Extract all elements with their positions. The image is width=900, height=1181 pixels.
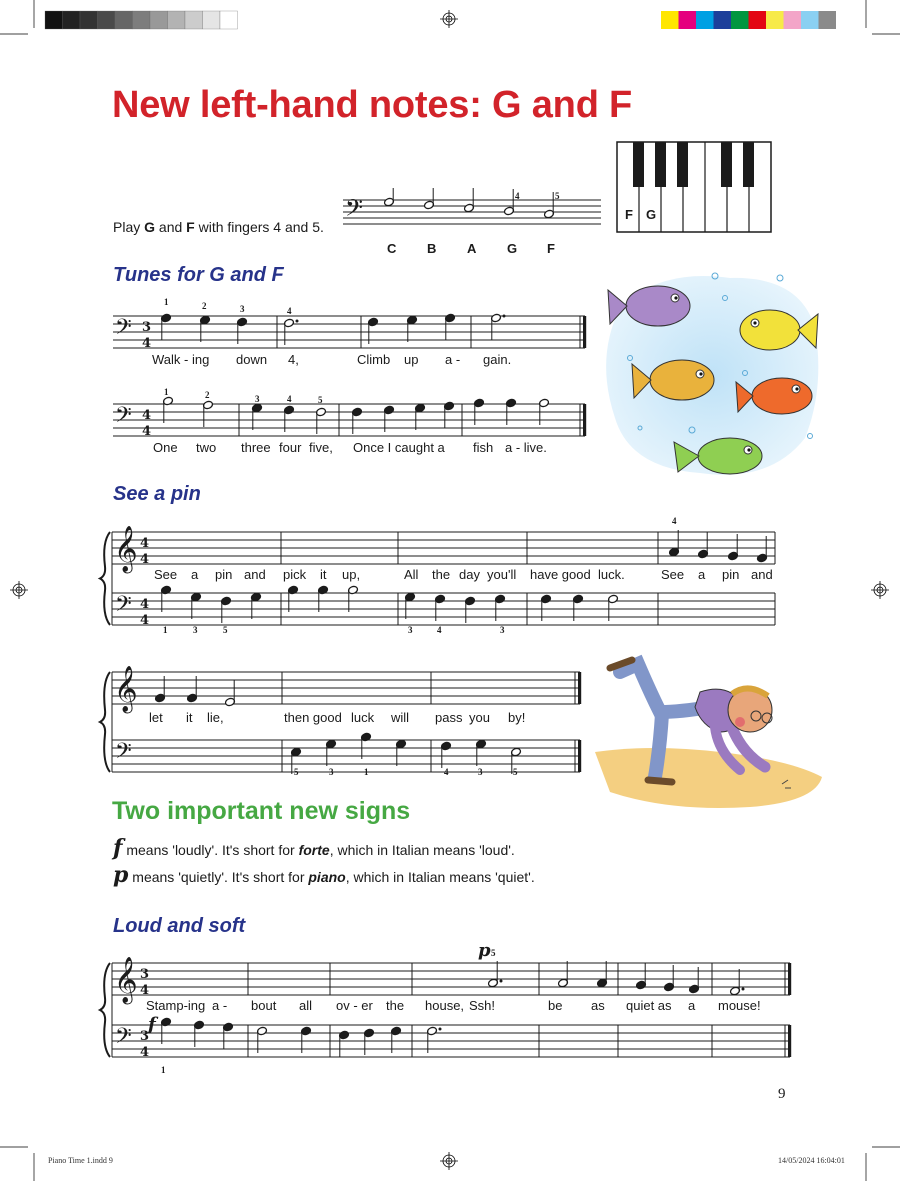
lyric: a -: [212, 998, 228, 1013]
final-bar-line: [788, 1025, 791, 1057]
tunes-line-1: [113, 297, 586, 367]
lyric: four: [279, 440, 302, 455]
lyric: up,: [342, 567, 361, 582]
note: [491, 313, 506, 340]
time-signature: 4: [140, 983, 150, 998]
lyric: two: [196, 440, 217, 455]
note: [558, 961, 569, 988]
note: [339, 1030, 350, 1057]
lyric: you: [469, 710, 490, 725]
lyric: pass: [435, 710, 463, 725]
note: [221, 596, 232, 623]
bass-clef: 𝄢: [345, 194, 364, 227]
lyric: you'll: [487, 567, 517, 582]
lyric: have good: [530, 567, 591, 582]
lyric: three: [241, 440, 271, 455]
dynamic-forte: f: [148, 1014, 156, 1035]
note: [476, 739, 487, 766]
note: [465, 596, 476, 623]
finger-number: 2: [205, 390, 210, 400]
brace: [100, 532, 110, 625]
finger-number: 4: [672, 516, 677, 526]
note: [364, 1028, 375, 1055]
lyric: One: [153, 440, 178, 455]
finger-number: 1: [164, 387, 169, 397]
lyric: luck.: [598, 567, 625, 582]
lyric: a: [191, 567, 199, 582]
lyric: Walk - ing: [152, 352, 210, 367]
final-bar-line: [578, 672, 581, 704]
finger-number: 1: [163, 625, 168, 635]
lyric: Ssh!: [469, 998, 496, 1013]
note: [203, 400, 214, 427]
finger-number: 4: [444, 767, 449, 777]
final-bar-line: [583, 404, 586, 436]
lyric: a: [698, 567, 706, 582]
pin-system-1: [100, 516, 775, 635]
finger-number: 3: [500, 625, 505, 635]
key-label-g: G: [646, 207, 657, 222]
note: [161, 1017, 172, 1044]
note: [698, 532, 709, 559]
finger-number: 3: [478, 767, 483, 777]
finger-number: 4: [287, 394, 292, 404]
note: [316, 407, 327, 434]
brace: [100, 963, 110, 1057]
lyric: mouse!: [718, 998, 761, 1013]
lyric: as: [591, 998, 605, 1013]
finger-number: 5: [513, 767, 518, 777]
page-title: New left-hand notes: G and F: [112, 84, 633, 126]
lyric: pick: [283, 567, 307, 582]
lyric: quiet as: [626, 998, 672, 1013]
bass-staff: [112, 1025, 790, 1057]
lyric: down: [236, 352, 268, 367]
note: [597, 961, 608, 988]
lyric: it: [186, 710, 193, 725]
note-name: A: [467, 241, 477, 256]
note-name: B: [427, 241, 437, 256]
finger-number: 2: [202, 301, 207, 311]
lyric: and: [751, 567, 773, 582]
lyric: will: [391, 710, 410, 725]
staff: [113, 316, 585, 348]
finger-number: 3: [193, 625, 198, 635]
piano-explanation: p means 'quietly'. It's short for piano, which in Italian means 'quiet'.: [113, 862, 535, 888]
time-signature: 4: [140, 1045, 150, 1060]
bass-clef: 𝄢: [115, 739, 132, 769]
note: [636, 963, 647, 990]
forte-symbol: f: [113, 835, 123, 861]
forte-explanation: f means 'loudly'. It's short for forte, which in Italian means 'loud'.: [113, 835, 515, 861]
lyric: and: [244, 567, 266, 582]
page-number: 9: [778, 1086, 786, 1102]
note: [664, 965, 675, 992]
footer-timestamp: 14/05/2024 16:04:01: [778, 1156, 845, 1165]
note: [445, 313, 456, 340]
note: [288, 585, 299, 612]
note: [161, 313, 172, 340]
time-signature: 4: [142, 336, 152, 351]
note: [669, 530, 680, 557]
lyric: lie,: [207, 710, 224, 725]
lyric: house,: [425, 998, 465, 1013]
treble-staff: [112, 963, 790, 995]
lyric: a - live.: [505, 440, 547, 455]
brace: [100, 672, 110, 772]
time-signature: 4: [140, 536, 150, 551]
fish-illustration: [600, 268, 825, 483]
note: [444, 401, 455, 428]
note: [251, 592, 262, 619]
final-bar-line: [788, 963, 791, 995]
finger-number: 3: [255, 394, 260, 404]
time-signature: 4: [142, 408, 152, 423]
treble-staff: [112, 672, 580, 704]
note-name: G: [507, 241, 518, 256]
bass-clef: 𝄢: [115, 403, 132, 433]
finger-number: 5: [294, 767, 299, 777]
time-signature: 4: [142, 424, 152, 439]
time-signature: 4: [140, 613, 150, 628]
loud-soft-system: [100, 940, 791, 1075]
note: [223, 1022, 234, 1049]
section-heading-loud: Loud and soft: [113, 915, 246, 937]
section-heading-pin: See a pin: [113, 483, 201, 505]
note: [252, 403, 263, 430]
lyric: the: [432, 567, 451, 582]
lyric: 4,: [288, 352, 299, 367]
lyric: gain.: [483, 352, 512, 367]
note: [407, 315, 418, 342]
lyric: five,: [309, 440, 333, 455]
lyric: fish: [473, 440, 494, 455]
lyric: a -: [445, 352, 461, 367]
lyric: let: [149, 710, 163, 725]
lyric: luck: [351, 710, 375, 725]
lyric: ov - er: [336, 998, 373, 1013]
bass-staff: [112, 740, 580, 772]
note-name: F: [547, 241, 555, 256]
lyric: bout: [251, 998, 277, 1013]
lyric: by!: [508, 710, 526, 725]
time-signature: 4: [140, 552, 150, 567]
note: [200, 315, 211, 342]
key-label-f: F: [625, 207, 633, 222]
lyric: then good: [284, 710, 342, 725]
lyric: the: [386, 998, 405, 1013]
lyric: it: [320, 567, 327, 582]
finger-number: 4: [287, 306, 292, 316]
time-signature: 4: [140, 597, 150, 612]
lyric: Climb: [357, 352, 391, 367]
finger-number: 1: [164, 297, 169, 307]
note: [348, 585, 359, 612]
finger-number: 4: [437, 625, 442, 635]
note: [405, 592, 416, 619]
lyric: Stamp-ing: [146, 998, 206, 1013]
bass-clef: 𝄢: [115, 1024, 132, 1054]
lyric: up: [404, 352, 419, 367]
time-signature: 3: [142, 320, 152, 335]
note-name: C: [387, 241, 397, 256]
finger-number: 5: [318, 395, 323, 405]
note: [730, 969, 745, 996]
note: [318, 585, 329, 612]
lyric: All: [404, 567, 419, 582]
lyric: See: [661, 567, 685, 582]
intro-text: Play G and F with fingers 4 and 5.: [113, 219, 324, 235]
finger-number: 1: [364, 767, 369, 777]
note: [225, 680, 236, 707]
note: [396, 739, 407, 766]
note: [194, 1020, 205, 1047]
finger-number: 3: [329, 767, 334, 777]
note: [163, 396, 174, 423]
note: [191, 592, 202, 619]
note: [326, 739, 337, 766]
section-heading-tunes: Tunes for G and F: [113, 264, 284, 286]
lyric: day: [459, 567, 480, 582]
finger-number: 5: [555, 191, 560, 201]
final-bar-line: [578, 740, 581, 772]
lyric: pin: [215, 567, 233, 582]
treble-clef: 𝄞: [114, 666, 138, 712]
piano-symbol: p: [113, 862, 129, 888]
finger-number: 3: [408, 625, 413, 635]
lyric: a: [688, 998, 696, 1013]
staff: [113, 404, 585, 436]
man-illustration: [590, 652, 830, 817]
time-signature: 3: [140, 1029, 150, 1044]
note: [352, 407, 363, 434]
note: [488, 961, 503, 988]
note: [728, 534, 739, 561]
finger-number: 1: [161, 1065, 166, 1075]
note: [161, 585, 172, 612]
lyric: all: [299, 998, 313, 1013]
tunes-line-2: [113, 387, 586, 455]
treble-clef: 𝄞: [114, 957, 138, 1003]
finger-number: 4: [515, 191, 520, 201]
lyric: be: [548, 998, 563, 1013]
lyric: See: [154, 567, 178, 582]
time-signature: 3: [140, 967, 150, 982]
pin-system-2: [100, 666, 581, 777]
finger-number: 3: [240, 304, 245, 314]
section-heading-signs: Two important new signs: [112, 797, 411, 825]
finger-number: 5: [223, 625, 228, 635]
finger-number: 5: [491, 948, 496, 958]
note: [361, 732, 372, 759]
bass-clef: 𝄢: [115, 315, 132, 345]
bass-clef: 𝄢: [115, 592, 132, 622]
footer-file-info: Piano Time 1.indd 9: [48, 1156, 113, 1165]
final-bar-line: [583, 316, 586, 348]
treble-clef: 𝄞: [114, 526, 138, 572]
note: [415, 403, 426, 430]
dynamic-piano: p: [478, 940, 491, 961]
lyric: Once I caught a: [353, 440, 445, 455]
lyric: pin: [722, 567, 740, 582]
